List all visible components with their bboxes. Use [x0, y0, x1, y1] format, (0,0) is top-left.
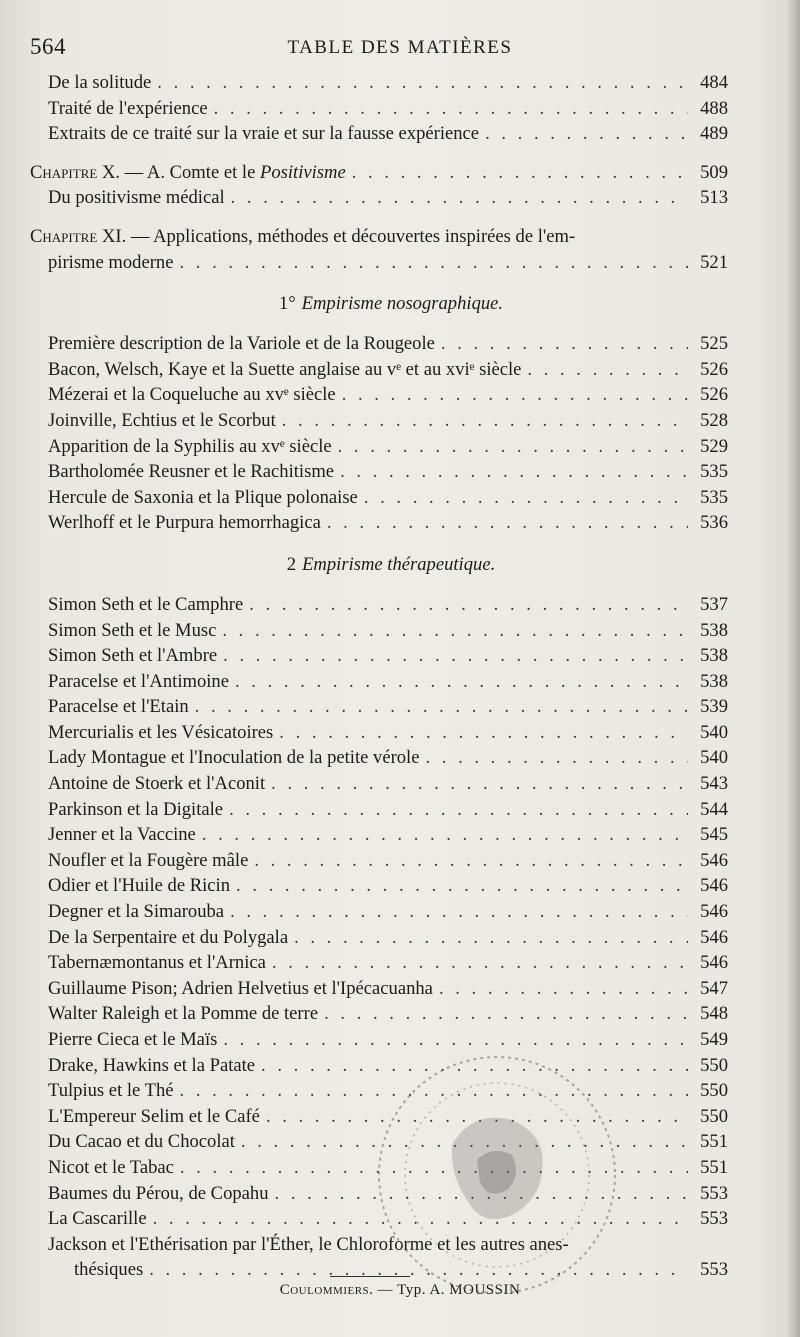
toc-entry [26, 669, 728, 695]
last-entry-continuation: thésiques [74, 1259, 144, 1281]
chapter-x-entry [26, 160, 728, 186]
footer-rule [330, 1276, 410, 1277]
toc-entry [26, 96, 728, 122]
leader-dots [279, 720, 688, 746]
section-heading-2 [26, 552, 728, 578]
entry-page: 546 [700, 901, 728, 923]
leader-dots [352, 160, 688, 186]
toc-entry [26, 643, 728, 669]
toc-entry [26, 1181, 728, 1207]
last-entry-line2 [26, 1257, 728, 1283]
entry-title: Parkinson et la Digitale [48, 798, 224, 820]
toc-entry [26, 1104, 728, 1130]
leader-dots [202, 822, 688, 848]
last-entry-line1: Jackson et l'Ethérisation par l'Éther, le Chloroforme et les autres anes- [48, 1233, 569, 1255]
entry-title: Pierre Cieca et le Maïs [48, 1029, 218, 1050]
entry-page: 538 [700, 645, 728, 667]
leader-dots [153, 1206, 688, 1232]
leader-dots [195, 694, 688, 720]
entry-page: 547 [700, 977, 728, 999]
toc-entry-positivisme [26, 185, 728, 211]
entries-section1-group [26, 331, 728, 536]
leader-dots [236, 873, 688, 899]
entry-title: Noufler et la Fougère mâle [48, 849, 249, 871]
chapter-x-italic: Positivisme [259, 161, 346, 183]
leader-dots [214, 96, 688, 122]
entry-title: Mercurialis et les Vésicatoires [48, 721, 274, 743]
chapter-xi-line2 [26, 250, 728, 276]
leader-dots [324, 1001, 688, 1027]
entry-page: 484 [700, 72, 728, 93]
leader-dots [266, 1104, 688, 1130]
entry-title: Jenner et la Vaccine [48, 824, 196, 846]
toc-entry [26, 873, 728, 899]
entry-page: 543 [700, 773, 728, 795]
entry-title: Walter Raleigh et la Pomme de terre [48, 1003, 319, 1025]
entry-page: 546 [700, 875, 728, 897]
entry-page: 540 [700, 721, 728, 743]
section-number: 2 [286, 553, 297, 575]
entry-page: 550 [700, 1105, 728, 1127]
entry-page: 546 [700, 952, 728, 974]
leader-dots [157, 70, 688, 96]
leader-dots [230, 899, 688, 925]
entry-title: Guillaume Pison; Adrien Helvetius et l'Ipécacuanha [48, 977, 433, 999]
toc-entry [26, 1155, 728, 1181]
chapter-xi-text: XI. — Applications, méthodes et découvertes inspirées de l'em- [97, 225, 576, 247]
entry-title: La Cascarille [48, 1208, 147, 1230]
chapter-label: Chapitre [30, 225, 98, 247]
toc-entry [26, 121, 728, 147]
entry-title: Extraits de ce traité sur la vraie et sur la fausse expérience [48, 123, 480, 145]
toc-entry [26, 925, 728, 951]
toc-entry [26, 459, 728, 485]
entry-page: 529 [700, 435, 728, 457]
entry-page: 545 [700, 824, 728, 846]
toc-entry [26, 1129, 728, 1155]
toc-entry [26, 485, 728, 511]
leader-dots [425, 745, 688, 771]
entry-title: Lady Montague et l'Inoculation de la petite vérole [48, 747, 420, 769]
entry-page: 553 [700, 1208, 728, 1230]
chapter-x-text: X. — A. Comte et le [97, 161, 260, 183]
page-number: 564 [30, 34, 66, 59]
running-title: TABLE DES MATIÈRES [287, 37, 513, 58]
toc-entry [26, 434, 728, 460]
toc-entry [26, 70, 728, 96]
toc-entry [26, 1053, 728, 1079]
entry-title: Traité de l'expérience [48, 97, 208, 119]
entry-title: Nicot et le Tabac [48, 1156, 174, 1178]
toc-entry [26, 1206, 728, 1232]
printer-imprint [0, 1282, 800, 1299]
entry-title: Première description de la Variole et de la Rougeole [48, 333, 435, 355]
entry-title: Simon Seth et le Musc [48, 619, 217, 641]
entry-page: 528 [700, 409, 728, 431]
leader-dots [441, 331, 688, 357]
entry-page: 548 [700, 1003, 728, 1025]
entry-title: Du positivisme médical [48, 187, 225, 209]
leader-dots [282, 408, 688, 434]
leader-dots [235, 669, 688, 695]
leader-dots [261, 1053, 688, 1079]
entry-page: 553 [700, 1182, 728, 1204]
entry-title: Werlhoff et le Purpura hemorrhagica [48, 512, 321, 534]
entry-title: Tabernæmontanus et l'Arnica [48, 952, 266, 974]
entry-page: 546 [700, 849, 728, 871]
entry-page: 544 [700, 798, 728, 820]
entry-page: 550 [700, 1054, 728, 1076]
entry-title: Baumes du Pérou, de Copahu [48, 1182, 269, 1204]
entry-page: 546 [700, 926, 728, 948]
leader-dots [294, 925, 688, 951]
entry-page: 536 [700, 512, 728, 534]
leader-dots [180, 1078, 688, 1104]
entry-page: 526 [700, 358, 728, 380]
section-number: 1° [278, 293, 296, 315]
chapter-label: Chapitre [30, 161, 98, 183]
toc-entry [26, 331, 728, 357]
toc-entry [26, 510, 728, 536]
chapter-xi-continuation: pirisme moderne [48, 251, 174, 273]
page-edge-shadow [786, 0, 800, 1337]
leader-dots [179, 250, 688, 276]
leader-dots [249, 592, 688, 618]
entry-title: Paracelse et l'Etain [48, 696, 189, 718]
leader-dots [223, 643, 688, 669]
leader-dots [275, 1181, 688, 1207]
page-header [30, 34, 750, 64]
leader-dots [340, 459, 688, 485]
entries-top-group [26, 70, 728, 147]
entry-page: 549 [700, 1029, 728, 1050]
printer-name: . — Typ. A. MOUSSIN [369, 1282, 521, 1298]
toc-entry [26, 1078, 728, 1104]
leader-dots [180, 1155, 688, 1181]
entry-title: Hercule de Saxonia et la Plique polonaise [48, 486, 358, 508]
toc-entry [26, 950, 728, 976]
entry-page: 488 [700, 97, 728, 119]
entry-title: Mézerai et la Coqueluche au xvᵉ siècle [48, 384, 336, 406]
leader-dots [231, 185, 688, 211]
entry-title: De la solitude [48, 72, 152, 93]
toc-entry [26, 1027, 728, 1053]
toc-entry [26, 408, 728, 434]
entry-title: Paracelse et l'Antimoine [48, 670, 229, 692]
entry-page: 489 [700, 123, 728, 145]
entry-page: 526 [700, 384, 728, 406]
entry-title: De la Serpentaire et du Polygala [48, 926, 289, 948]
leader-dots [223, 1027, 688, 1053]
entry-page: 551 [700, 1156, 728, 1178]
entry-title: Du Cacao et du Chocolat [48, 1131, 235, 1153]
section-title: Empirisme nosographique. [301, 293, 504, 315]
entry-page: 538 [700, 619, 728, 641]
toc-entry [26, 1001, 728, 1027]
leader-dots [485, 121, 688, 147]
entry-title: Joinville, Echtius et le Scorbut [48, 409, 276, 431]
toc-entry [26, 357, 728, 383]
leader-dots [271, 771, 688, 797]
leader-dots [439, 976, 688, 1002]
entry-title: Antoine de Stoerk et l'Aconit [48, 773, 266, 795]
entry-title: Bacon, Welsch, Kaye et la Suette anglaise au vᵉ et au xviᵉ siècle [48, 358, 522, 380]
toc-entry [26, 694, 728, 720]
toc-entry [26, 771, 728, 797]
last-entry-page: 553 [700, 1259, 728, 1281]
entry-title: Odier et l'Huile de Ricin [48, 875, 231, 897]
table-of-contents [26, 70, 728, 1283]
entry-page: 513 [700, 187, 728, 209]
toc-entry [26, 720, 728, 746]
toc-entry [26, 618, 728, 644]
leader-dots [254, 848, 688, 874]
printer-city: Coulommiers [279, 1282, 370, 1298]
entry-page: 535 [700, 486, 728, 508]
leader-dots [272, 950, 688, 976]
entry-title: Tulpius et le Thé [48, 1080, 174, 1102]
section-title: Empirisme thérapeutique. [302, 553, 496, 575]
leader-dots [338, 434, 688, 460]
toc-entry [26, 382, 728, 408]
toc-entry [26, 848, 728, 874]
section-heading-1 [26, 291, 728, 317]
entry-page: 551 [700, 1131, 728, 1153]
toc-entry [26, 976, 728, 1002]
toc-entry [26, 899, 728, 925]
toc-entry [26, 822, 728, 848]
entry-title: Degner et la Simarouba [48, 901, 225, 923]
toc-entry [26, 745, 728, 771]
leader-dots [342, 382, 688, 408]
entry-page: 525 [700, 333, 728, 355]
entry-title: L'Empereur Selim et le Café [48, 1105, 260, 1127]
chapter-x-title [30, 160, 346, 186]
leader-dots [527, 357, 688, 383]
entry-page: 535 [700, 461, 728, 483]
entry-title: Bartholomée Reusner et le Rachitisme [48, 461, 335, 483]
entry-page: 550 [700, 1080, 728, 1102]
toc-entry [26, 592, 728, 618]
leader-dots [327, 510, 688, 536]
entry-title: Simon Seth et l'Ambre [48, 645, 218, 667]
chapter-xi-page: 521 [700, 251, 728, 273]
leader-dots [229, 797, 688, 823]
entry-title: Simon Seth et le Camphre [48, 593, 244, 615]
chapter-x-page: 509 [700, 161, 728, 183]
entry-title: Apparition de la Syphilis au xvᵉ siècle [48, 435, 332, 457]
entries-section2-group [26, 592, 728, 1232]
leader-dots [241, 1129, 688, 1155]
leader-dots [149, 1257, 688, 1283]
leader-dots [222, 618, 688, 644]
chapter-xi-line1 [26, 224, 728, 250]
entry-page: 537 [700, 593, 728, 615]
entry-page: 540 [700, 747, 728, 769]
entry-page: 538 [700, 670, 728, 692]
entry-page: 539 [700, 696, 728, 718]
toc-entry [26, 797, 728, 823]
leader-dots [364, 485, 688, 511]
entry-title: Drake, Hawkins et la Patate [48, 1054, 256, 1076]
